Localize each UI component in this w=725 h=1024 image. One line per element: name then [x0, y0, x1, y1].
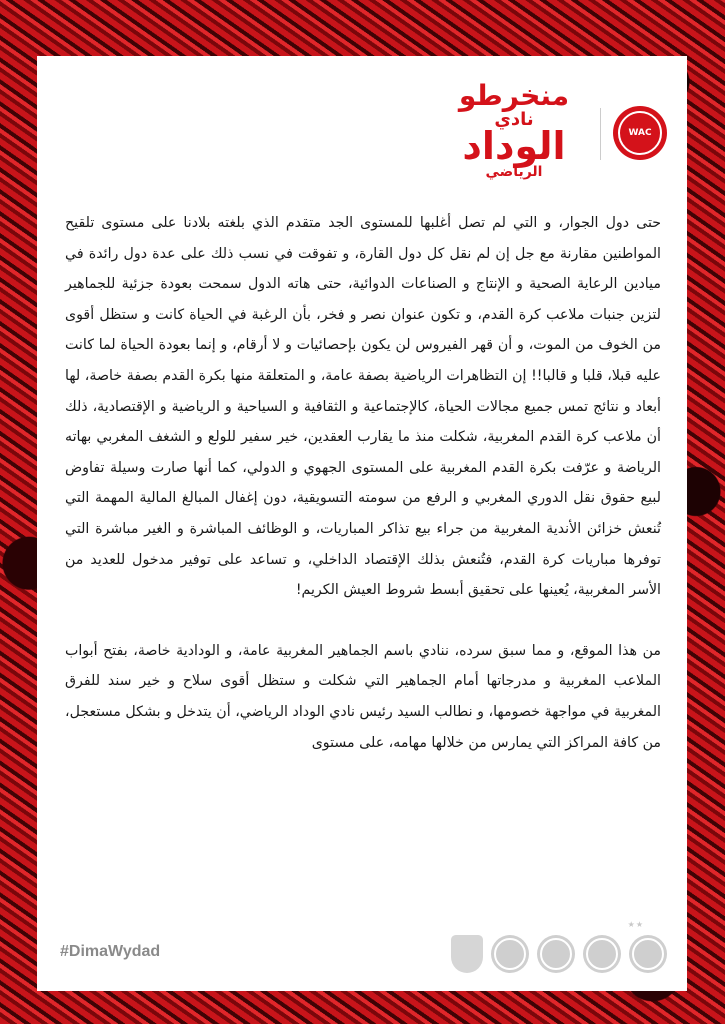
round-badge-icon — [583, 935, 621, 973]
crest-label: WAC — [628, 128, 652, 138]
paragraph-1: حتى دول الجوار، و التي لم تصل أغلبها للمستوى الجد متقدم الذي بلغته بلادنا على مستوى تلقيح المواطنين مقارنة مع جل إن لم نقل كل دول القارة، و تفوقت في نسب ذلك على عدة دول رائدة في ميادين الرعاية الصحية و الإنتاج و الصناعات الدوائية، حتى هاته الدول سمحت بعودة جزئية للجماهير لتزين جنبات ملاعب كرة القدم، و تكون عنوان نصر و فخر، بأن الرغبة في الحياة كانت و ستظل أقوى من الخوف من الموت، و أن قهر الفيروس لن يكون بإحصائيات و لا أرقام، و إنما بعودة الحياة لما كانت عليه قبلا، قلبا و قالبا!! إن التظاهرات الرياضية بصفة عامة، و المتعلقة منها بكرة القدم بصفة خاصة، لها أبعاد و نتائج تمس جميع مجالات الحياة، كالإجتماعية و الثقافية و السياحية و الرياضية و الإقتصادية، ذلك أن ملاعب كرة القدم المغربية، شكلت منذ ما يقارب العقدين، خير سفير للولع و الشغف المغربي بهاته الرياضة و عرّفت بكرة القدم المغربية على المستوى الجهوي و الدولي، كما أنها صارت وسيلة تفاوض لبيع حقوق نقل الدوري المغربي و الرفع من سومته التسويقية، دون إغفال المبالغ المالية المهمة التي تُنعش خزائن الأندية المغربية من جراء بيع تذاكر المباريات، و الوظائف المباشرة و الغير مباشرة التي توفرها مباريات كرة القدم، فتُنعش بذلك الإقتصاد الداخلي، و تساعد على توفير مدخول للعديد من الأسر المغربية، يُعينها على تحقيق أبسط شروط العيش الكريم! — [65, 215, 661, 599]
paragraph-2: من هذا الموقع، و مما سبق سرده، ننادي باسم الجماهير المغربية عامة، و الودادية خاصة، بفتح أبواب الملاعب المغربية و مدرجاتها أمام الجماهير التي شكلت و ستظل أقوى سلاح و خير سند للفرق المغربية في مواجهة خصومها، و نطالب السيد رئيس نادي الوداد الرياضي، أن يتدخل و بشكل مستعجل، من كافة المراكز التي يمارس من خلالها مهامه، على مستوى — [65, 642, 661, 751]
round-seal-badge-icon — [491, 935, 529, 973]
logo-wordmark — [439, 79, 589, 180]
header-logo — [427, 78, 667, 188]
logo-line-3: الوداد — [462, 124, 566, 168]
logo-line-2: نادي — [494, 109, 534, 130]
wac-crest-icon — [613, 106, 667, 160]
letter-card — [37, 56, 687, 991]
footer — [37, 911, 687, 991]
logo-divider — [600, 108, 601, 160]
shield-badge-icon — [451, 935, 483, 973]
logo-line-4: الرياضي — [485, 164, 543, 180]
calligraphy-badge-icon — [537, 935, 575, 973]
logo-line-1: منخرطو — [458, 79, 570, 112]
letter-body — [65, 208, 661, 758]
partner-badges — [451, 935, 667, 973]
stars-icon: ★★ — [627, 920, 644, 929]
crest-badge-icon — [629, 935, 667, 973]
hashtag: #DimaWydad — [60, 943, 161, 960]
